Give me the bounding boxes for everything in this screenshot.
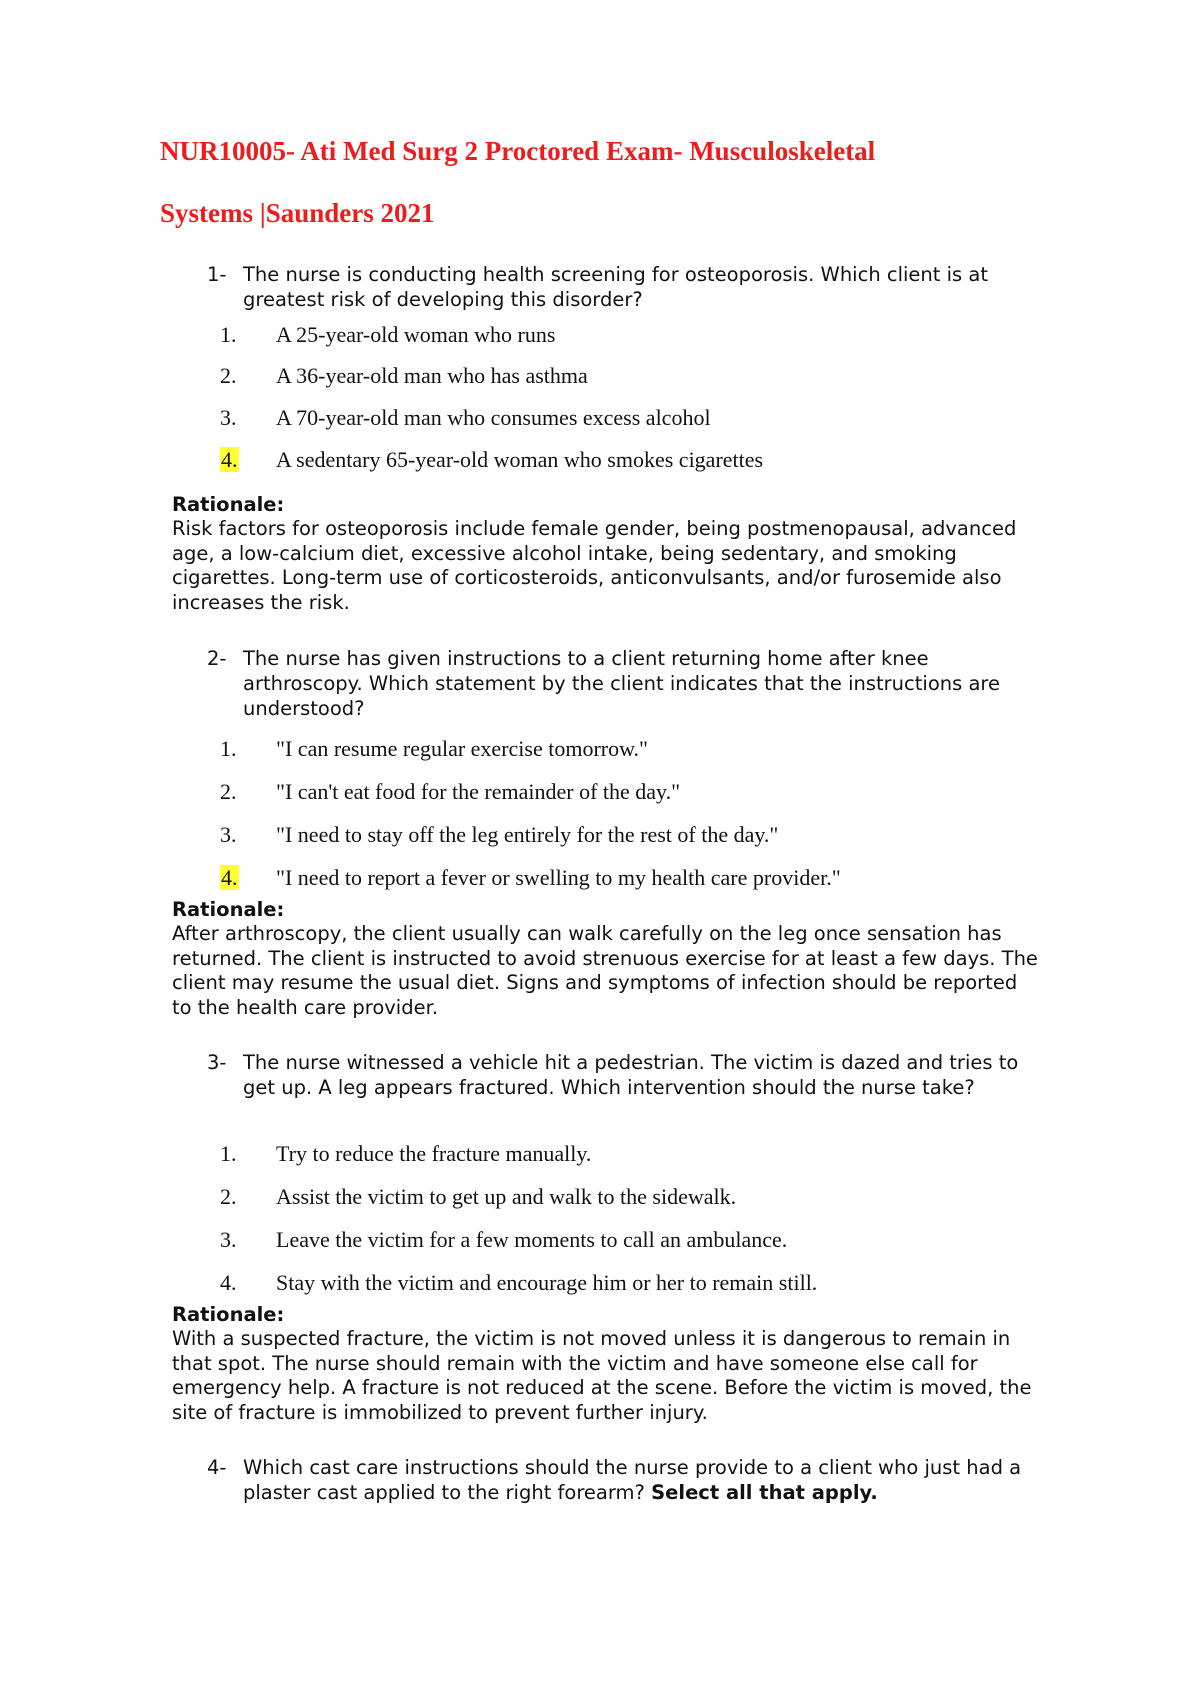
- question-3-option-3: [220, 1227, 787, 1253]
- rationale-label: Rationale:: [172, 1303, 285, 1326]
- question-2-option-1: [220, 736, 648, 762]
- question-2-option-4: [220, 865, 841, 891]
- highlighted-answer-marker: [220, 865, 276, 891]
- question-number: 1-: [207, 263, 227, 286]
- option-number: 3.: [220, 1227, 237, 1252]
- question-text: The nurse witnessed a vehicle hit a pedestrian. The victim is dazed and tries to get up. A leg appears fractured. Which intervention should the nurse take?: [243, 1051, 1019, 1099]
- rationale-label: Rationale:: [172, 493, 285, 516]
- question-3-stem: [207, 1050, 1037, 1100]
- option-text: "I can't eat food for the remainder of the day.": [276, 779, 681, 804]
- question-4-stem: [207, 1455, 1037, 1505]
- document-title-line-1: NUR10005- Ati Med Surg 2 Proctored Exam- Musculoskeletal: [160, 136, 876, 166]
- document-title-line-2: Systems |Saunders 2021: [160, 198, 435, 228]
- option-text: Stay with the victim and encourage him or her to remain still.: [276, 1270, 818, 1295]
- question-2-rationale: After arthroscopy, the client usually can walk carefully on the leg once sensation has returned. The client is instructed to avoid strenuous exercise for at least a few days. The client may resume the usual diet. Signs and symptoms of infection should be reported to the health care provider.: [172, 922, 1038, 1019]
- question-1-option-3: [220, 405, 711, 431]
- question-3-rationale: With a suspected fracture, the victim is not moved unless it is dangerous to remain in that spot. The nurse should remain with the victim and have someone else call for emergency help. A fracture is not reduced at the scene. Before the victim is moved, the site of fracture is immobilized to prevent further injury.: [172, 1327, 1032, 1424]
- question-1-option-4: [220, 447, 763, 473]
- option-number: 2.: [220, 1184, 237, 1209]
- question-1-option-1: [220, 322, 555, 348]
- option-number: 3.: [220, 822, 237, 847]
- option-number: 1.: [220, 736, 237, 761]
- option-number: 3.: [220, 405, 237, 430]
- option-number: 1.: [220, 1141, 237, 1166]
- question-3-option-1: [220, 1141, 591, 1167]
- question-3-option-4: [220, 1270, 817, 1296]
- option-number: 4.: [220, 1270, 237, 1295]
- select-all-emphasis: Select all that apply.: [651, 1481, 878, 1504]
- option-number: 2.: [220, 363, 237, 388]
- question-text: The nurse is conducting health screening for osteoporosis. Which client is at greatest risk of developing this disorder?: [243, 263, 988, 311]
- question-text: Which cast care instructions should the nurse provide to a client who just had a plaster cast applied to the right forearm?: [243, 1456, 1022, 1504]
- question-2-option-2: [220, 779, 680, 805]
- option-number: 4.: [221, 865, 238, 890]
- option-text: A sedentary 65-year-old woman who smokes cigarettes: [276, 447, 764, 472]
- question-number: 3-: [207, 1051, 227, 1074]
- option-text: A 36-year-old man who has asthma: [276, 363, 588, 388]
- option-number: 1.: [220, 322, 237, 347]
- question-3-option-2: [220, 1184, 736, 1210]
- option-number: 4.: [221, 447, 238, 472]
- question-2-option-3: [220, 822, 778, 848]
- option-text: "I need to stay off the leg entirely for the rest of the day.": [276, 822, 779, 847]
- question-2-stem: [207, 646, 1037, 721]
- option-number: 2.: [220, 779, 237, 804]
- question-text-wrapper: [243, 1455, 1037, 1505]
- question-text: The nurse has given instructions to a client returning home after knee arthroscopy. Which statement by the client indicates that the instructions are understood?: [243, 647, 1001, 720]
- question-number: 2-: [207, 647, 227, 670]
- option-text: A 25-year-old woman who runs: [276, 322, 556, 347]
- option-text: "I need to report a fever or swelling to my health care provider.": [276, 865, 841, 890]
- option-text: Try to reduce the fracture manually.: [276, 1141, 592, 1166]
- option-text: Assist the victim to get up and walk to the sidewalk.: [276, 1184, 737, 1209]
- rationale-label: Rationale:: [172, 898, 285, 921]
- question-1-stem: [207, 262, 1037, 312]
- question-number: 4-: [207, 1456, 227, 1479]
- highlighted-answer-marker: [220, 447, 276, 473]
- question-1-option-2: [220, 363, 588, 389]
- option-text: "I can resume regular exercise tomorrow.": [276, 736, 649, 761]
- option-text: A 70-year-old man who consumes excess alcohol: [276, 405, 711, 430]
- option-text: Leave the victim for a few moments to call an ambulance.: [276, 1227, 788, 1252]
- question-1-rationale: Risk factors for osteoporosis include female gender, being postmenopausal, advanced age, a low-calcium diet, excessive alcohol intake, being sedentary, and smoking cigarettes. Long-term use of corticosteroids, anticonvulsants, and/or furosemide also increases the risk.: [172, 517, 1017, 614]
